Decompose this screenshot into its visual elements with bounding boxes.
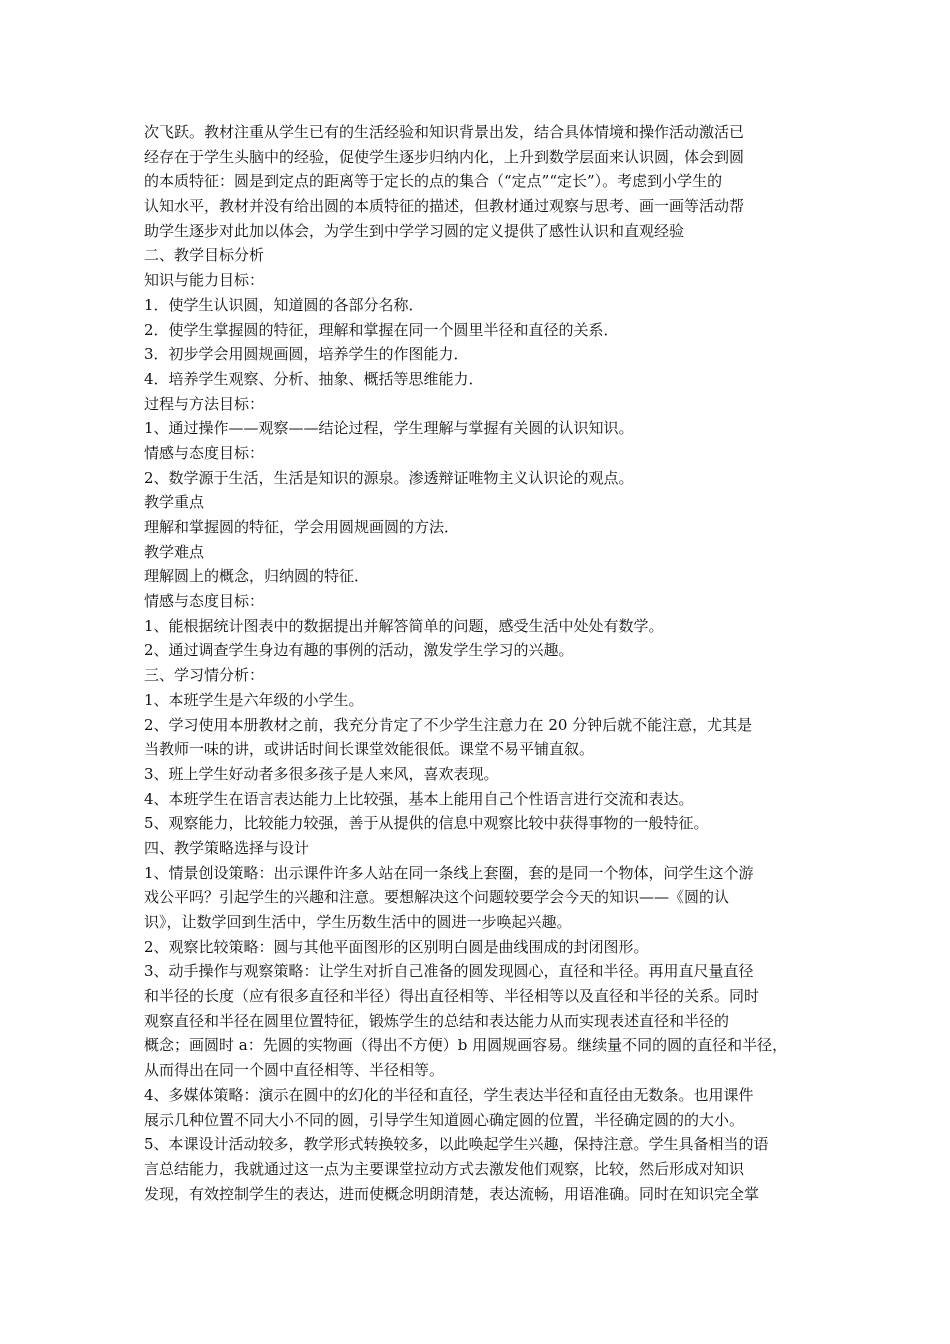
text-line: 情感与态度目标：: [144, 443, 265, 462]
text-line: 3、动手操作与观察策略：让学生对折自己准备的圆发现圆心，直径和半径。再用直尺量直径: [144, 962, 754, 981]
text-line: 和半径的长度（应有很多直径和半径）得出直径相等、半径相等以及直径和半径的关系。同时: [144, 987, 760, 1006]
text-line: 2、通过调查学生身边有趣的事例的活动，激发学生学习的兴趣。: [144, 641, 574, 660]
text-line: 概念；画圆时 a：先圆的实物画（得出不方便）b 用圆规画容易。继续量不同的圆的直径和半径，: [144, 1036, 788, 1055]
text-line: 4．培养学生观察、分析、抽象、概括等思维能力．: [144, 369, 484, 388]
text-line: 经存在于学生头脑中的经验，促使学生逐步归纳内化，上升到数学层面来认识圆，体会到圆: [144, 147, 745, 166]
text-line: 3．初步学会用圆规画圆，培养学生的作图能力．: [144, 345, 469, 364]
text-line: 理解圆上的概念，归纳圆的特征．: [144, 567, 370, 586]
text-line: 过程与方法目标：: [144, 394, 265, 413]
text-line: 2、数学源于生活，生活是知识的源泉。渗透辩证唯物主义认识论的观点。: [144, 468, 634, 487]
text-line: 教学重点: [144, 493, 205, 512]
text-line: 展示几种位置不同大小不同的圆，引导学生知道圆心确定圆的位置，半径确定圆的的大小。: [144, 1110, 745, 1129]
text-line: 2．使学生掌握圆的特征，理解和掌握在同一个圆里半径和直径的关系．: [144, 320, 619, 339]
text-line: 4、本班学生在语言表达能力上比较强，基本上能用自己个性语言进行交流和表达。: [144, 789, 694, 808]
text-line: 2、学习使用本册教材之前，我充分肯定了不少学生注意力在 20 分钟后就不能注意，尤其是: [144, 715, 753, 734]
text-line: 知识与能力目标：: [144, 271, 265, 290]
text-line: 观察直径和半径在圆里位置特征，锻炼学生的总结和表达能力从而实现表述直径和半径的: [144, 1011, 730, 1030]
text-line: 四、教学策略选择与设计: [144, 838, 310, 857]
text-line: 当教师一味的讲，或讲话时间长课堂效能很低。课堂不易平铺直叙。: [144, 740, 595, 759]
text-line: 2、观察比较策略：圆与其他平面图形的区别明白圆是曲线围成的封闭图形。: [144, 937, 649, 956]
text-line: 戏公平吗？引起学生的兴趣和注意。要想解决这个问题较要学会今天的知识——《圆的认: [144, 888, 730, 907]
text-line: 理解和掌握圆的特征，学会用圆规画圆的方法．: [144, 518, 460, 536]
text-line: 3、班上学生好动者多很多孩子是人来风，喜欢表现。: [144, 764, 499, 783]
text-line: 1、能根据统计图表中的数据提出并解答简单的问题，感受生活中处处有数学。: [144, 616, 664, 635]
text-line: 4、多媒体策略：演示在圆中的幻化的半径和直径，学生表达半径和直径由无数条。也用课件: [144, 1085, 754, 1104]
text-line: 言总结能力，我就通过这一点为主要课堂拉动方式去激发他们观察，比较，然后形成对知识: [144, 1159, 745, 1178]
text-line: 次飞跃。教材注重从学生已有的生活经验和知识背景出发，结合具体情境和操作活动激活已: [144, 123, 745, 141]
text-line: 5、本课设计活动较多，教学形式转换较多，以此唤起学生兴趣，保持注意。学生具备相当的语: [144, 1135, 769, 1154]
text-line: 1．使学生认识圆，知道圆的各部分名称．: [144, 295, 424, 314]
text-line: 发现，有效控制学生的表达，进而使概念明朗清楚，表达流畅，用语准确。同时在知识完全掌: [144, 1184, 760, 1203]
text-line: 5、观察能力，比较能力较强，善于从提供的信息中观察比较中获得事物的一般特征。: [144, 814, 709, 833]
text-line: 教学难点: [144, 542, 205, 561]
text-line: 识》，让数学回到生活中，学生历数生活中的圆进一步唤起兴趣。: [144, 913, 572, 931]
text-line: 从而得出在同一个圆中直径相等、半径相等。: [144, 1061, 445, 1080]
text-line: 认知水平，教材并没有给出圆的本质特征的描述，但教材通过观察与思考、画一画等活动帮: [144, 197, 745, 216]
text-line: 助学生逐步对此加以体会，为学生到中学学习圆的定义提供了感性认识和直观经验: [144, 221, 685, 240]
text-line: 情感与态度目标：: [144, 592, 265, 611]
text-line: 三、学习情分析：: [144, 666, 265, 685]
text-line: 的本质特征：圆是到定点的距离等于定长的点的集合（“定点”“定长”）。考虑到小学生的: [144, 172, 723, 191]
text-line: 二、教学目标分析: [144, 246, 265, 265]
document-body: [144, 120, 812, 1206]
text-line: 1、情景创设策略：出示课件许多人站在同一条线上套圈，套的是同一个物体，问学生这个游: [144, 863, 754, 882]
text-line: 1、本班学生是六年级的小学生。: [144, 690, 364, 709]
text-line: 1、通过操作——观察——结论过程，学生理解与掌握有关圆的认识知识。: [144, 419, 634, 438]
